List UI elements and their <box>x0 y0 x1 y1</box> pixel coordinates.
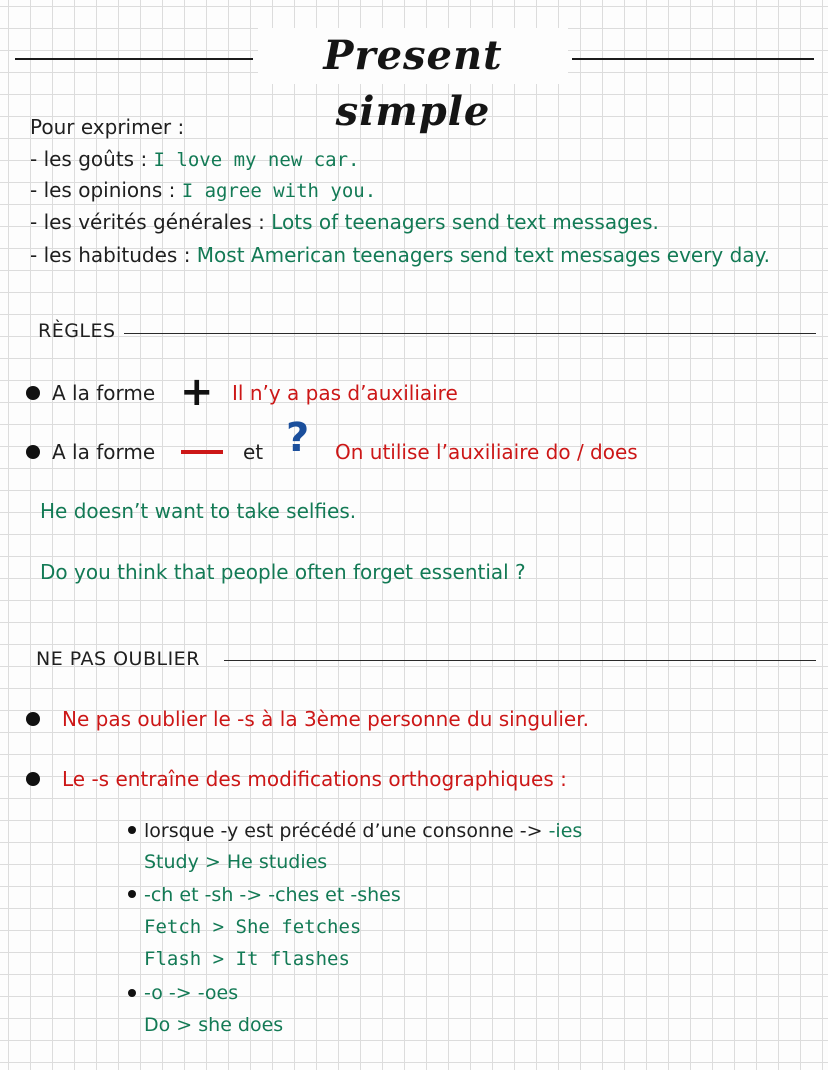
bullet-icon <box>128 890 136 898</box>
intro-item-example: I agree with you. <box>181 180 377 202</box>
question-mark-icon: ? <box>286 415 310 461</box>
spelling-example: Flash > It flashes <box>144 948 350 970</box>
intro-heading: Pour exprimer : <box>30 115 185 139</box>
plus-icon: + <box>180 369 214 415</box>
intro-item-label: - les goûts : <box>30 147 154 171</box>
spelling-rule-ch-sh: -ch et -sh -> -ches et -shes <box>144 884 401 906</box>
rule-negative-connector: et <box>243 440 264 464</box>
reminder-point-spelling: Le -s entraîne des modifications orthographiques : <box>62 767 567 791</box>
rules-heading-rule <box>124 333 816 334</box>
spelling-rule-suffix: -ies <box>548 820 583 842</box>
bullet-icon <box>128 826 136 834</box>
rule-positive-text: Il n’y a pas d’auxiliaire <box>232 381 458 405</box>
reminder-heading-rule <box>224 660 816 661</box>
rules-heading: RÈGLES <box>38 320 116 342</box>
intro-item-example: I love my new car. <box>153 149 360 171</box>
spelling-example: Fetch > She fetches <box>144 916 362 938</box>
intro-item-example: Lots of teenagers send text messages. <box>271 210 659 234</box>
page-title: Present simple <box>258 28 568 84</box>
rule-positive-label: A la forme <box>52 381 156 405</box>
spelling-rule-o: -o -> -oes <box>144 982 239 1004</box>
intro-item-label: - les habitudes : <box>30 243 197 267</box>
rules-example-negative: He doesn’t want to take selfies. <box>40 499 357 523</box>
intro-item-truths <box>30 209 659 235</box>
spelling-rule-y <box>144 818 582 844</box>
intro-item-opinions <box>30 177 376 204</box>
rule-negative-text: On utilise l’auxiliaire do / does <box>335 440 638 464</box>
bullet-icon <box>26 445 40 459</box>
intro-item-label: - les opinions : <box>30 178 182 202</box>
spelling-example: Study > He studies <box>144 851 328 873</box>
spelling-rule-text: lorsque -y est précédé d’une consonne -> <box>144 820 549 842</box>
rules-example-question: Do you think that people often forget essential ? <box>40 560 526 584</box>
title-rule-right <box>572 58 814 60</box>
bullet-icon <box>128 989 136 997</box>
intro-item-habits <box>30 242 770 268</box>
reminder-heading: NE PAS OUBLIER <box>36 648 200 670</box>
bullet-icon <box>26 772 40 786</box>
minus-icon <box>181 450 223 454</box>
intro-item-tastes <box>30 146 359 173</box>
rule-negative-label: A la forme <box>52 440 156 464</box>
bullet-icon <box>26 712 40 726</box>
bullet-icon <box>26 386 40 400</box>
reminder-point-third-person: Ne pas oublier le -s à la 3ème personne du singulier. <box>62 707 589 731</box>
title-rule-left <box>15 58 253 60</box>
intro-item-example: Most American teenagers send text messages every day. <box>196 243 770 267</box>
spelling-example: Do > she does <box>144 1014 284 1036</box>
intro-item-label: - les vérités générales : <box>30 210 272 234</box>
